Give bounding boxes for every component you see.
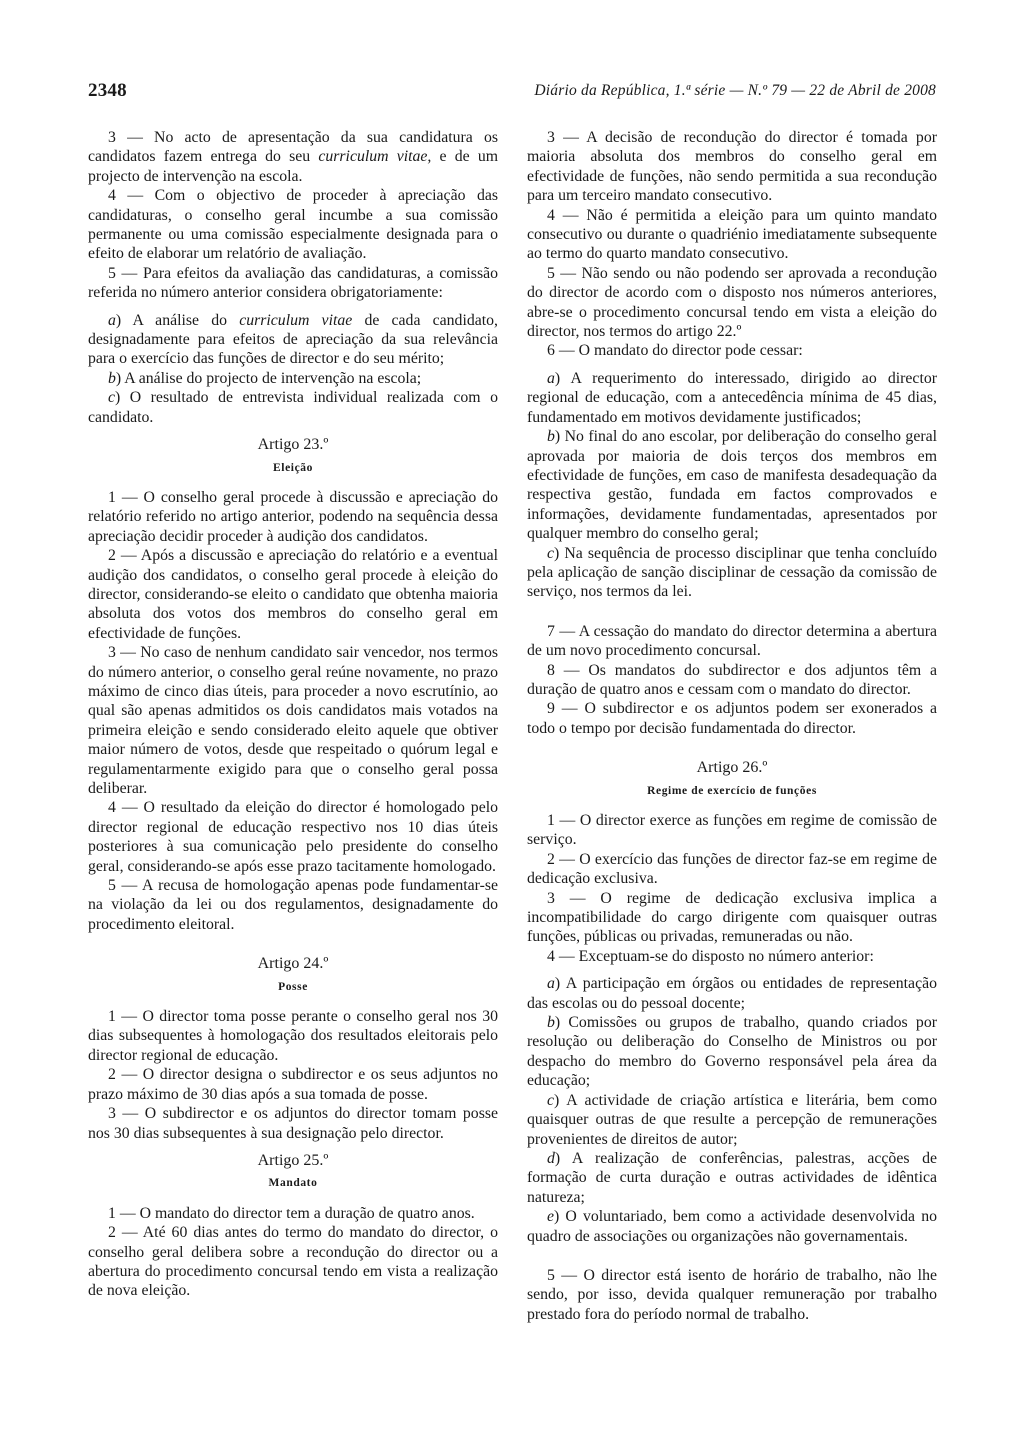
paragraph: 7 — A cessação do mandato do director determina a abertura de um novo procedimento concursal. bbox=[527, 622, 937, 660]
article-title: Artigo 23.º bbox=[257, 436, 329, 454]
list-item: e) O voluntariado, bem como a actividade desenvolvida no quadro de associações ou organizações não governamentais. bbox=[527, 1208, 937, 1245]
paragraph: 9 — O subdirector e os adjuntos podem ser exonerados a todo o tempo por decisão fundamentada do director. bbox=[527, 700, 937, 737]
article-subtitle: Regime de exercício de funções bbox=[647, 784, 817, 797]
list-item: c) A actividade de criação artística e literária, bem como quaisquer outras de que resulte a percepção de remunerações provenientes de direitos de autor; bbox=[527, 1091, 937, 1148]
list-item: a) A análise do curriculum vitae de cada candidato, designadamente para efeitos de apreciação da sua relevância para o exercício das funções de director e do seu mérito; bbox=[88, 311, 498, 368]
paragraph: 3 — A decisão de recondução do director é tomada por maioria absoluta dos membros do conselho geral em efectividade de funções, não sendo permitida a sua recondução para um terceiro mandato consecutivo. bbox=[527, 129, 937, 205]
list-item: b) A análise do projecto de intervenção na escola; bbox=[108, 369, 422, 387]
page-number: 2348 bbox=[88, 80, 127, 101]
article-subtitle: Mandato bbox=[268, 1177, 318, 1190]
article-title: Artigo 26.º bbox=[696, 759, 768, 777]
paragraph: 3 — O subdirector e os adjuntos do director tomam posse nos 30 dias subsequentes à sua designação pelo director. bbox=[88, 1105, 498, 1142]
paragraph: 2 — Até 60 dias antes do termo do mandato do director, o conselho geral delibera sobre a recondução do director ou a abertura do procedimento concursal tendo em vista a realização de nova eleição. bbox=[88, 1224, 498, 1300]
paragraph: 3 — No acto de apresentação da sua candidatura os candidatos fazem entrega do seu curriculum vitae, e de um projecto de intervenção na escola. bbox=[88, 129, 499, 185]
article-title: Artigo 25.º bbox=[257, 1151, 329, 1169]
paragraph: 1 — O director exerce as funções em regime de comissão de serviço. bbox=[527, 812, 937, 849]
article-title: Artigo 24.º bbox=[257, 955, 329, 973]
paragraph: 5 — Não sendo ou não podendo ser aprovada a recondução do director de acordo com o disposto nos números anteriores, abre-se o procedimento concursal tendo em vista a eleição do director, nos termos do artigo 22.º bbox=[527, 264, 937, 341]
paragraph: 3 — No caso de nenhum candidato sair vencedor, nos termos do número anterior, o conselho geral reúne novamente, no prazo máximo de cinco dias úteis, para proceder a novo escrutínio, ao qual são apenas admitidos os dois candidatos mais votados na primeira eleição e sendo considerado eleito aquele que obtiver maior número de votos, desde que respeitado o quórum legal e regulamentarmente exigido para que o conselho geral possa deliberar. bbox=[88, 644, 498, 797]
paragraph: 6 — O mandato do director pode cessar: bbox=[547, 342, 803, 360]
paragraph: 2 — Após a discussão e apreciação do relatório e a eventual audição dos candidatos, o conselho geral procede à eleição do director, considerando-se eleito o candidato que obtenha maioria absoluta dos votos dos membros do conselho geral em efectividade de funções. bbox=[88, 547, 498, 642]
left-column bbox=[88, 128, 498, 1301]
page-header bbox=[88, 80, 936, 104]
right-column bbox=[527, 128, 937, 1324]
paragraph: 4 — O resultado da eleição do director é homologado pelo director regional de educação respectivo nos 10 dias úteis posteriores à sua comunicação pelo presidente do conselho geral, considerando-se após esse prazo tacitamente homologado. bbox=[88, 799, 498, 875]
journal-title: Diário da República, 1.ª série — N.º 79 — 22 de Abril de 2008 bbox=[534, 82, 936, 99]
paragraph: 8 — Os mandatos do subdirector e dos adjuntos têm a duração de quatro anos e cessam com o mandato do director. bbox=[527, 661, 937, 698]
list-item: d) A realização de conferências, palestras, acções de formação de curta duração e outras actividades de idêntica natureza; bbox=[527, 1149, 937, 1206]
paragraph: 1 — O mandato do director tem a duração de quatro anos. bbox=[108, 1204, 475, 1222]
list-item: b) No final do ano escolar, por deliberação do conselho geral aprovada por maioria de dois terços dos membros em efectividade de funções, em caso de manifesta desadequação da respectiva gestão, fundada em factos comprovados e informações, devidamente fundamentadas, apresentados por qualquer membro do conselho geral; bbox=[527, 428, 937, 543]
article-subtitle: Eleição bbox=[273, 461, 313, 474]
article-subtitle: Posse bbox=[278, 980, 308, 993]
list-item: c) O resultado de entrevista individual realizada com o candidato. bbox=[88, 389, 498, 426]
paragraph: 2 — O exercício das funções de director faz-se em regime de dedicação exclusiva. bbox=[527, 850, 937, 888]
list-item: a) A requerimento do interessado, dirigido ao director regional de educação, com a antecedência mínima de 45 dias, fundamentado em motivos devidamente justificados; bbox=[527, 369, 937, 426]
paragraph: 1 — O conselho geral procede à discussão e apreciação do relatório referido no artigo anterior, podendo na sequência dessa apreciação decidir proceder à audição dos candidatos. bbox=[88, 488, 498, 545]
paragraph: 3 — O regime de dedicação exclusiva implica a incompatibilidade do cargo dirigente com quaisquer outras funções, públicas ou privadas, remuneradas ou não. bbox=[527, 889, 937, 946]
paragraph: 4 — Com o objectivo de proceder à apreciação das candidaturas, o conselho geral incumbe a sua comissão permanente ou uma comissão especialmente designada para o efeito de elaborar um relatório de avaliação. bbox=[88, 187, 498, 263]
paragraph: 1 — O director toma posse perante o conselho geral nos 30 dias subsequentes à homologação dos resultados eleitorais pelo director regional de educação. bbox=[88, 1008, 498, 1064]
paragraph: 5 — O director está isento de horário de trabalho, não lhe sendo, por isso, devida qualquer remuneração por trabalho prestado fora do período normal de trabalho. bbox=[527, 1266, 937, 1323]
list-item: a) A participação em órgãos ou entidades de representação das escolas ou do pessoal docente; bbox=[527, 975, 937, 1012]
paragraph: 4 — Não é permitida a eleição para um quinto mandato consecutivo ou durante o quadriénio imediatamente subsequente ao termo do quarto mandato consecutivo. bbox=[527, 206, 937, 263]
list-item: b) Comissões ou grupos de trabalho, quando criados por resolução ou deliberação do Conselho de Ministros ou por despacho do membro do Governo responsável pela área da educação; bbox=[527, 1014, 937, 1090]
paragraph: 2 — O director designa o subdirector e os seus adjuntos no prazo máximo de 30 dias após a sua tomada de posse. bbox=[88, 1066, 498, 1103]
paragraph: 4 — Exceptuam-se do disposto no número anterior: bbox=[547, 947, 874, 965]
paragraph: 5 — A recusa de homologação apenas pode fundamentar-se na violação da lei ou dos regulamentos, designadamente do procedimento eleitoral. bbox=[88, 877, 498, 933]
paragraph: 5 — Para efeitos da avaliação das candidaturas, a comissão referida no número anterior considera obrigatoriamente: bbox=[88, 264, 498, 302]
list-item: c) Na sequência de processo disciplinar que tenha concluído pela aplicação de sanção disciplinar de cessação da comissão de serviço, nos termos da lei. bbox=[527, 544, 937, 601]
